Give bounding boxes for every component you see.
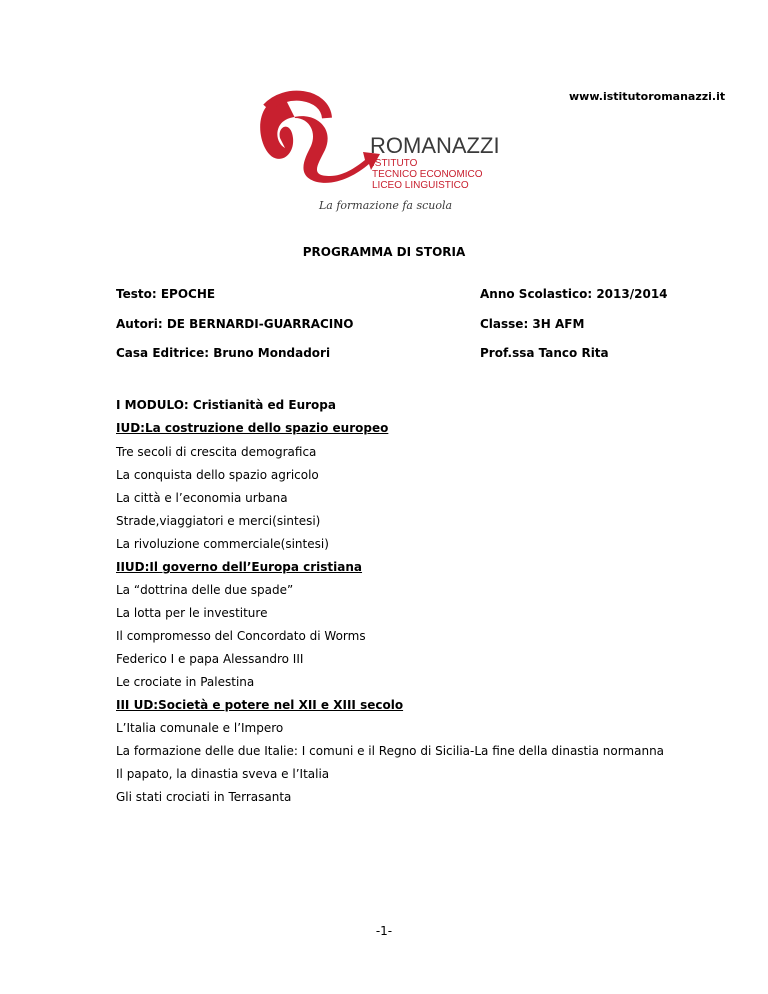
list-item: Il compromesso del Concordato di Worms	[116, 629, 366, 643]
page-number: -1-	[375, 924, 393, 938]
list-item: La rivoluzione commerciale(sintesi)	[116, 537, 329, 551]
list-item: La “dottrina delle due spade”	[116, 583, 294, 597]
romanazzi-logo	[255, 88, 515, 213]
unit-heading: III UD:Società e potere nel XII e XIII secolo	[116, 698, 404, 712]
document-title: PROGRAMMA DI STORIA	[302, 245, 466, 259]
website-url: www.istitutoromanazzi.it	[569, 90, 726, 103]
logo-name: ROMANAZZI	[370, 133, 500, 158]
list-item: L’Italia comunale e l’Impero	[116, 721, 284, 735]
unit-heading: IIUD:Il governo dell’Europa cristiana	[116, 560, 363, 574]
list-item: La formazione delle due Italie: I comuni e il Regno di Sicilia-La fine della dinastia normanna	[116, 744, 665, 758]
list-item: Federico I e papa Alessandro III	[116, 652, 304, 666]
list-item: Le crociate in Palestina	[116, 675, 255, 689]
logo-line3: LICEO LINGUISTICO	[372, 180, 469, 191]
list-item: Gli stati crociati in Terrasanta	[116, 790, 292, 804]
list-item: La lotta per le investiture	[116, 606, 268, 620]
list-item: Il papato, la dinastia sveva e l’Italia	[116, 767, 330, 781]
logo-line1: ISTITUTO	[372, 158, 418, 169]
meta-autori: Autori: DE BERNARDI-GUARRACINO	[116, 317, 354, 331]
meta-anno: Anno Scolastico: 2013/2014	[480, 287, 668, 301]
unit-heading: IUD:La costruzione dello spazio europeo	[116, 421, 389, 435]
logo-tagline: La formazione fa scuola	[319, 199, 453, 212]
list-item: La conquista dello spazio agricolo	[116, 468, 319, 482]
logo-line2: TECNICO ECONOMICO	[372, 169, 483, 180]
list-item: Tre secoli di crescita demografica	[116, 445, 317, 459]
meta-classe: Classe: 3H AFM	[480, 317, 585, 331]
list-item: Strade,viaggiatori e merci(sintesi)	[116, 514, 321, 528]
meta-professore: Prof.ssa Tanco Rita	[480, 346, 609, 360]
meta-casa-editrice: Casa Editrice: Bruno Mondadori	[116, 346, 331, 360]
meta-testo: Testo: EPOCHE	[116, 287, 216, 301]
list-item: La città e l’economia urbana	[116, 491, 288, 505]
module-heading: I MODULO: Cristianità ed Europa	[116, 398, 336, 412]
